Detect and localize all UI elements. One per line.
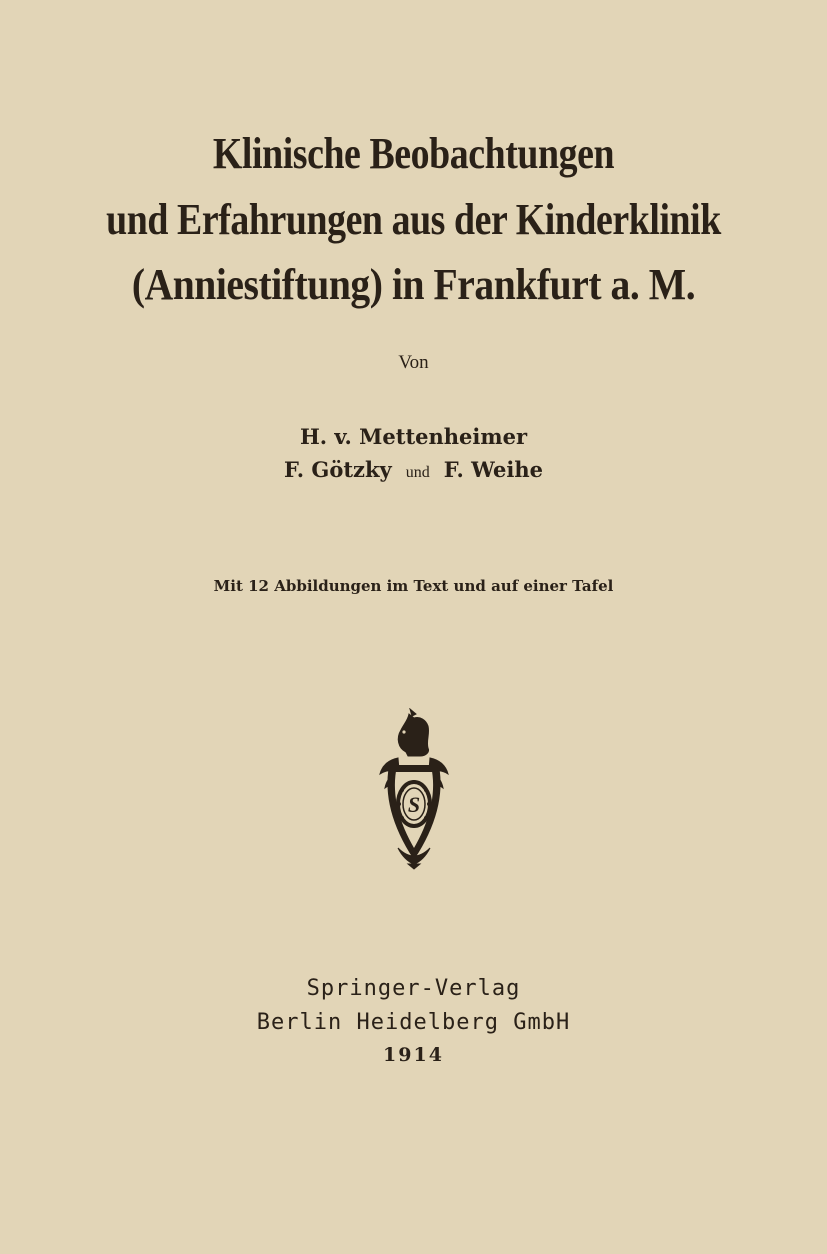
author-name: H. v. Mettenheimer (299, 424, 528, 449)
logo-monogram: S (407, 792, 421, 817)
publication-year: 1914 (383, 1044, 444, 1066)
author-name: F. Weihe (443, 457, 543, 482)
publisher-name: Springer-Verlag (306, 976, 521, 1001)
title-line-2: und Erfahrungen aus der Kinderklinik (106, 195, 721, 244)
author-conjunction: und (405, 464, 430, 481)
author-line-2 (0, 457, 827, 482)
illustrations-note: Mit 12 Abbildungen im Text und auf einer Tafel (213, 577, 614, 595)
author-1 (0, 424, 827, 449)
title-line-3: (Anniestiftung) in Frankfurt a. M. (131, 260, 696, 309)
title-line-1: Klinische Beobachtungen (212, 129, 615, 178)
author-name: F. Götzky (283, 457, 392, 482)
publisher-location: Berlin Heidelberg GmbH (256, 1010, 571, 1035)
byline: Von (398, 352, 429, 373)
springer-horse-head-emblem-icon (368, 708, 460, 870)
